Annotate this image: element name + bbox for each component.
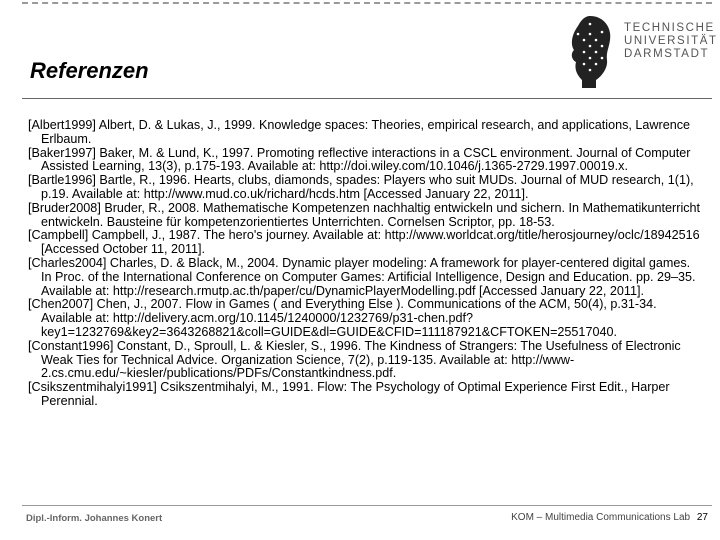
reference-item: [Chen2007] Chen, J., 2007. Flow in Games ( and Everything Else ). Communications of the ACM, 50(4), p.31-34. Available at: http://delivery.acm.org/10.1145/1240000/1232769/p31-chen.pdf?key1=1232769&key2=3643268821&coll=GUIDE&dl=GUIDE&CFID=111187921&CFTOKEN=25517040. [28, 297, 657, 339]
athena-head-icon [560, 10, 620, 90]
reference-item: [Charles2004] Charles, D. & Black, M., 2004. Dynamic player modeling: A framework for player-centered digital games. In Proc. of the International Conference on Computer Games: Artificial Intelligence, Design and Education. pp. 29–35. Available at: http://research.rmutp.ac.th/paper/cu/DynamicPlayerModelling.pdf [Accessed January 22, 2011]. [28, 255, 696, 298]
logo-line-3: DARMSTADT [624, 48, 710, 60]
footer-rule [22, 505, 712, 506]
reference-item: [Campbell] Campbell, J., 1987. The hero's journey. Available at: http://www.worldcat.org/title/herosjourney/oclc/18942516 [Accessed October 11, 2011]. [28, 228, 700, 257]
university-logo [560, 10, 720, 94]
reference-item: [Baker1997] Baker, M. & Lund, K., 1997. Promoting reflective interactions in a CSCL environment. Journal of Computer Assisted Learning, 13(3), p.175-193. Available at: http://doi.wiley.com/10.1046/j.1365-2729.1997.00019.x. [28, 145, 691, 174]
reference-item: [Constant1996] Constant, D., Sproull, L. & Kiesler, S., 1996. The Kindness of Strangers: The Usefulness of Electronic Weak Ties for Technical Advice. Organization Science, 7(2), p.119-135. Available at: http://www-2.cs.cmu.edu/~kiesler/publications/PDFs/Constantkindness.pdf. [28, 338, 681, 381]
footer-author: Dipl.-Inform. Johannes Konert [26, 513, 163, 524]
reference-item: [Csikszentmihalyi1991] Csikszentmihalyi, M., 1991. Flow: The Psychology of Optimal Experience First Edit., Harper Perennial. [28, 380, 670, 408]
footer-lab: KOM – Multimedia Communications Lab [511, 512, 691, 523]
logo-line-2: UNIVERSITÄT [624, 35, 718, 47]
reference-list [28, 119, 704, 409]
reference-item: [Albert1999] Albert, D. & Lukas, J., 1999. Knowledge spaces: Theories, empirical research, and applications, Lawrence Erlbaum. [28, 118, 691, 146]
university-name [624, 22, 718, 61]
slide-title: Referenzen [30, 58, 149, 83]
reference-item: [Bartle1996] Bartle, R., 1996. Hearts, clubs, diamonds, spades: Players who suit MUDs. Journal of MUD research, 1(1), p.19. Available at: http://www.mud.co.uk/richard/hcds.htm [Accessed January 22, 2011]. [28, 173, 694, 201]
footer-info [511, 512, 708, 523]
reference-item: [Bruder2008] Bruder, R., 2008. Mathematische Kompetenzen nachhaltig entwickeln und sichern. In Mathematikunterricht entwickeln. Bausteine für kompetenzorientiertes Unterrichten. Cornelsen Scriptor, pp. 18-53. [28, 200, 701, 229]
page-number: 27 [696, 512, 708, 523]
logo-line-1: TECHNISCHE [624, 22, 715, 34]
top-rule [22, 2, 712, 4]
header-rule [22, 98, 712, 99]
